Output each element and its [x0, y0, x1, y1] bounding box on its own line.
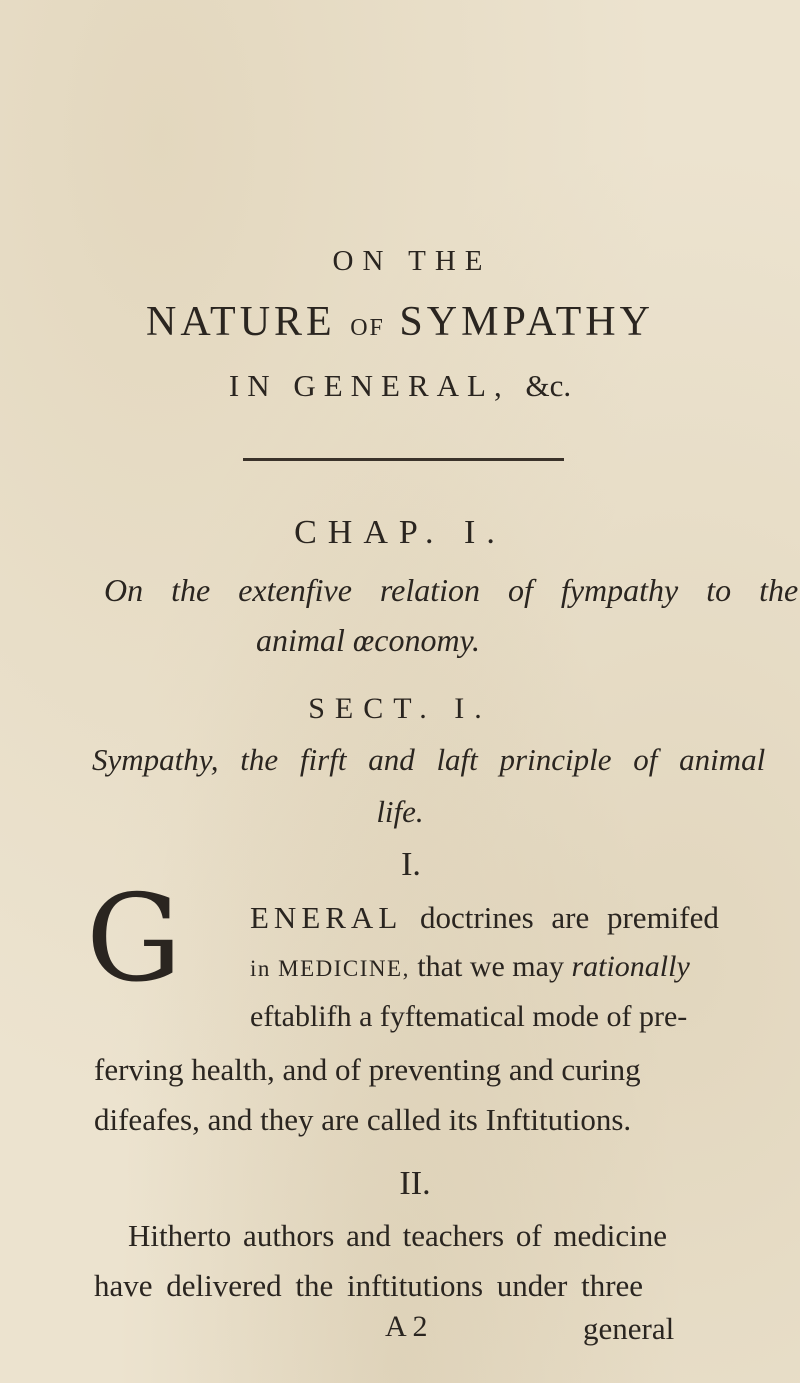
section-description-line: life. — [376, 794, 424, 829]
italic-term: rationally — [571, 950, 690, 983]
chapter-description-line: animal œconomy. — [256, 622, 480, 658]
section-description-line: Sympathy, the firft and laft principle of animal — [92, 742, 766, 777]
page-title — [0, 298, 800, 346]
title-sympathy: SYMPATHY — [399, 299, 654, 345]
section-heading: SECT. I. — [308, 692, 492, 725]
subtitle-text: IN GENERAL, — [228, 368, 510, 403]
paragraph-line: ferving health, and of preventing and curing — [94, 1052, 641, 1087]
title-divider-rule — [243, 458, 564, 461]
paragraph-text: that we may — [417, 950, 564, 983]
paragraph-line — [250, 900, 719, 936]
paragraph-opening-caps: ENERAL — [250, 900, 403, 935]
title-of: OF — [350, 315, 385, 341]
subtitle-etc: &c. — [525, 368, 572, 403]
signature-mark: A 2 — [385, 1310, 428, 1343]
paragraph-line: eftablifh a fyftematical mode of pre- — [250, 1000, 688, 1033]
catchword: general — [583, 1311, 675, 1346]
paragraph-number: I. — [401, 846, 421, 883]
paragraph-line: have delivered the inftitutions under three — [94, 1268, 644, 1303]
paragraph-line — [250, 950, 690, 984]
page-subtitle — [0, 368, 800, 404]
paragraph-line: difeafes, and they are called its Inftitutions. — [94, 1102, 632, 1137]
drop-cap: G — [86, 870, 182, 1009]
chapter-heading: CHAP. I. — [294, 514, 506, 551]
title-on-the: ON THE — [332, 245, 492, 277]
chapter-description-line: On the extenfive relation of fympathy to the — [104, 572, 799, 608]
small-caps-term: in MEDICINE, — [250, 956, 410, 981]
paragraph-text: doctrines are premifed — [420, 900, 719, 935]
title-nature: NATURE — [146, 299, 336, 345]
paragraph-line: Hitherto authors and teachers of medicine — [128, 1218, 668, 1253]
paragraph-number: II. — [399, 1165, 431, 1202]
